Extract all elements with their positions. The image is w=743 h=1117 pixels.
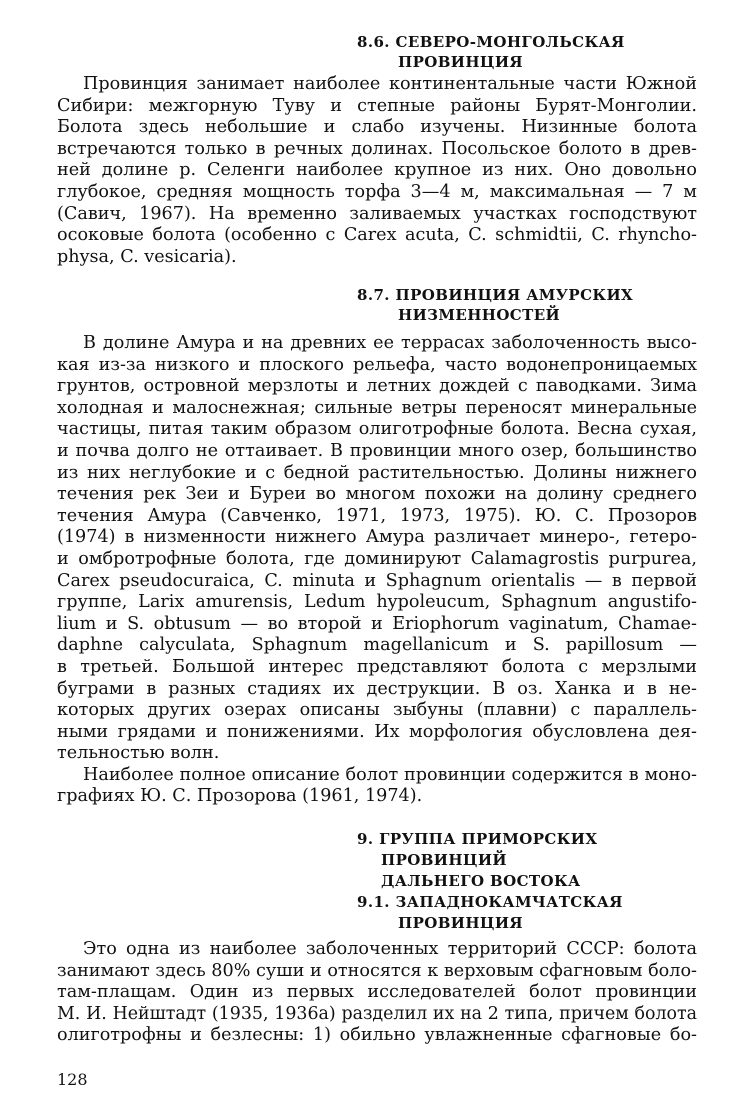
text-line: lium и S. obtusum — во второй и Eriophorum vaginatum, Chamae- xyxy=(57,613,697,634)
text-line: ными грядами и понижениями. Их морфология обусловлена дея- xyxy=(57,721,697,742)
text-line: холодная и малоснежная; сильные ветры переносят минеральные xyxy=(57,397,697,418)
text-line: daphne calyculata, Sphagnum magellanicum и S. papillosum — xyxy=(57,635,697,656)
page-number: 128 xyxy=(57,1070,88,1089)
text-line: которых других озерах описаны зыбуны (плавни) с параллель- xyxy=(57,700,697,721)
text-line: течения Амура (Савченко, 1971, 1973, 1975). Ю. С. Прозоров xyxy=(57,505,697,526)
group-heading-9-line3: ДАЛЬНЕГО ВОСТОКА xyxy=(381,872,581,890)
text-line: олиготрофны и безлесны: 1) обильно увлажненные сфагновые бо- xyxy=(57,1025,697,1046)
text-line: ней долине р. Селенги наиболее крупное из них. Оно довольно xyxy=(57,160,697,181)
text-line: Это одна из наиболее заболоченных территорий СССР: болота xyxy=(83,939,697,959)
text-line: занимают здесь 80% суши и относятся к верховым сфагновым боло- xyxy=(57,960,697,981)
text-line: Carex pseudocuraica, C. minuta и Sphagnum orientalis — в первой xyxy=(57,570,697,591)
text-line: М. И. Нейштадт (1935, 1936а) разделил их на 2 типа, причем болота xyxy=(57,1003,697,1024)
text-line: (1974) в низменности нижнего Амура различает минеро-, гетеро- xyxy=(57,527,697,548)
text-line: встречаются только в речных долинах. Посольское болото в древ- xyxy=(57,138,697,159)
paragraph-9-1 xyxy=(57,939,697,1047)
paragraph-8-7-a xyxy=(57,333,697,808)
text-line: кая из-за низкого и плоского рельефа, часто водонепроницаемых xyxy=(57,354,697,375)
section-heading-8-6: 8.6. СЕВЕРО-МОНГОЛЬСКАЯ xyxy=(357,33,625,51)
section-heading-9-1: 9.1. ЗАПАДНОКАМЧАТСКАЯ xyxy=(357,893,623,911)
section-heading-9-1-line2: ПРОВИНЦИЯ xyxy=(398,914,524,932)
section-heading-8-6-line2: ПРОВИНЦИЯ xyxy=(398,53,524,71)
text-line: грунтов, островной мерзлоты и летних дождей с паводками. Зима xyxy=(57,376,697,397)
text-line: буграми в разных стадиях их деструкции. В оз. Ханка и в не- xyxy=(57,678,697,699)
text-line: тельностью волн. xyxy=(57,743,220,764)
group-heading-9: 9. ГРУППА ПРИМОРСКИХ xyxy=(357,830,598,848)
text-line: и почва долго не оттаивает. В провинции много озер, большинство xyxy=(57,440,697,461)
text-line: Провинция занимает наиболее континентальные части Южной xyxy=(83,74,697,94)
text-line: из них неглубокие и с бедной растительностью. Долины нижнего xyxy=(57,462,697,483)
text-line: в третьей. Большой интерес представляют болота с мерзлыми xyxy=(57,656,697,677)
text-line: графиях Ю. С. Прозорова (1961, 1974). xyxy=(57,786,423,807)
text-line: частицы, питая таким образом олиготрофные болота. Весна сухая, xyxy=(57,419,697,440)
text-line: physa, C. vesicaria). xyxy=(57,246,237,267)
text-line: там-плащам. Один из первых исследователей болот провинции xyxy=(57,982,697,1003)
text-line: Сибири: межгорную Туву и степные районы Бурят-Монголии. xyxy=(57,95,697,116)
text-line: (Савич, 1967). На временно заливаемых участках господствуют xyxy=(57,203,697,224)
text-line: глубокое, средняя мощность торфа 3—4 м, максимальная — 7 м xyxy=(57,181,697,202)
text-line: и омбротрофные болота, где доминируют Calamagrostis purpurea, xyxy=(57,548,697,569)
group-heading-9-line2: ПРОВИНЦИЙ xyxy=(381,851,507,869)
text-line: Наиболее полное описание болот провинции содержится в моно- xyxy=(83,764,697,785)
section-heading-8-7-line2: НИЗМЕННОСТЕЙ xyxy=(398,306,561,324)
section-heading-8-7: 8.7. ПРОВИНЦИЯ АМУРСКИХ xyxy=(357,286,634,304)
text-line: течения рек Зеи и Буреи во многом похожи на долину среднего xyxy=(57,484,697,505)
text-line: В долине Амура и на древних ее террасах заболоченность высо- xyxy=(83,333,697,353)
text-line: осоковые болота (особенно с Carex acuta, C. schmidtii, C. rhyncho- xyxy=(57,225,697,246)
paragraph-8-6 xyxy=(57,74,697,268)
text-line: группе, Larix amurensis, Ledum hypoleucum, Sphagnum angustifo- xyxy=(57,592,697,613)
text-line: Болота здесь небольшие и слабо изучены. Низинные болота xyxy=(57,117,697,138)
